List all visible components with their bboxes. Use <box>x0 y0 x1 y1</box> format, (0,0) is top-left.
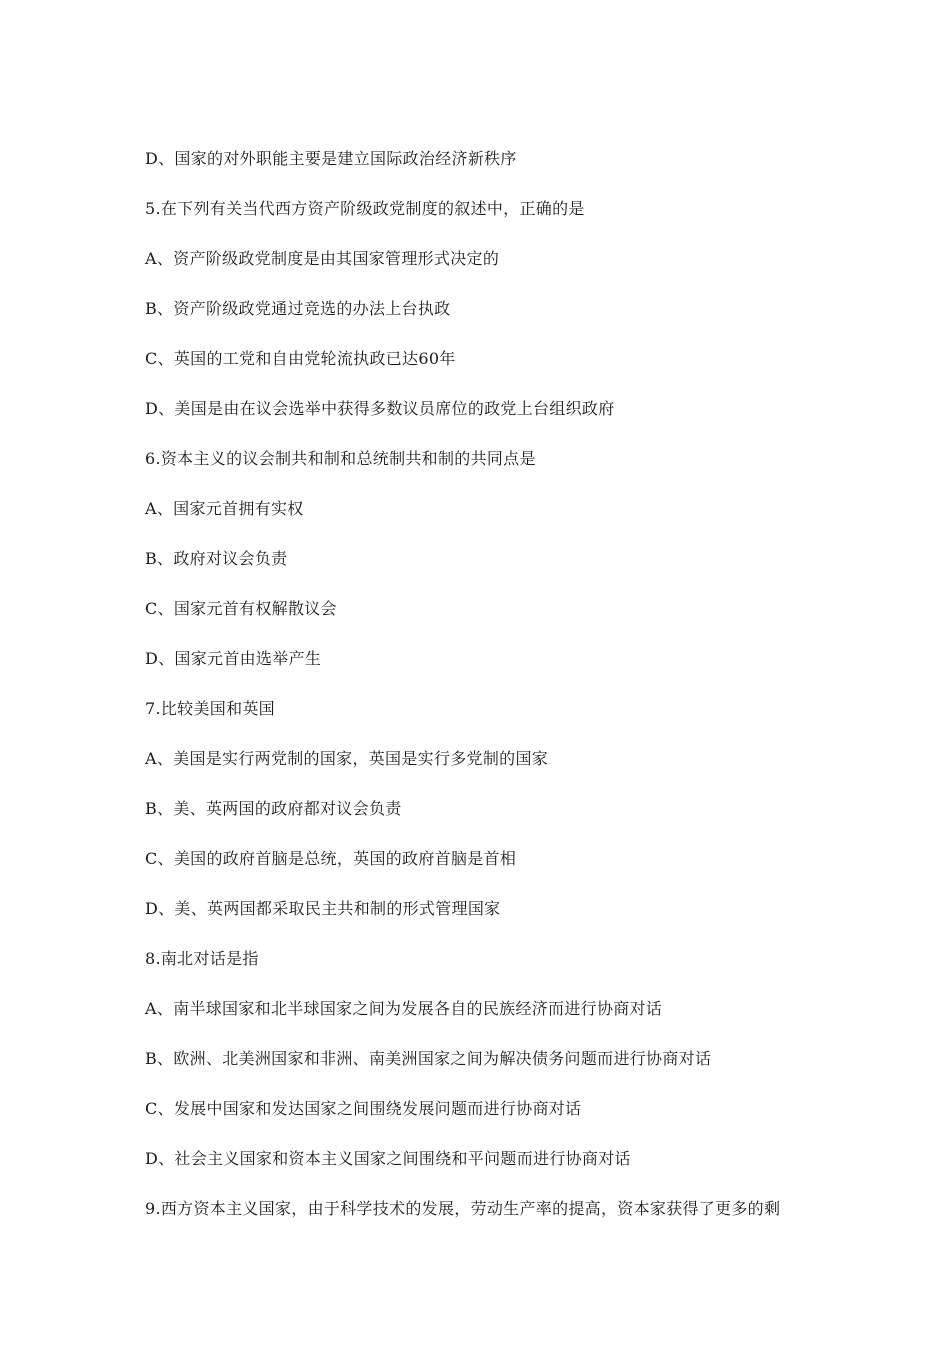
question-line: 6.资本主义的议会制共和制和总统制共和制的共同点是 <box>145 449 536 468</box>
option-line: A、南半球国家和北半球国家之间为发展各自的民族经济而进行协商对话 <box>145 999 663 1018</box>
question-line: 5.在下列有关当代西方资产阶级政党制度的叙述中，正确的是 <box>145 199 585 218</box>
option-line: C、英国的工党和自由党轮流执政已达60年 <box>145 349 456 368</box>
question-line: 8.南北对话是指 <box>145 949 259 968</box>
option-line: D、美国是由在议会选举中获得多数议员席位的政党上台组织政府 <box>145 399 615 418</box>
question-text-block <box>145 148 845 1248</box>
option-line: D、国家的对外职能主要是建立国际政治经济新秩序 <box>145 149 517 168</box>
option-line: B、政府对议会负责 <box>145 549 288 568</box>
question-line: 9.西方资本主义国家，由于科学技术的发展，劳动生产率的提高，资本家获得了更多的剩 <box>145 1199 781 1218</box>
option-line: B、资产阶级政党通过竞选的办法上台执政 <box>145 299 451 318</box>
option-line: B、美、英两国的政府都对议会负责 <box>145 799 402 818</box>
option-line: B、欧洲、北美洲国家和非洲、南美洲国家之间为解决债务问题而进行协商对话 <box>145 1049 712 1068</box>
option-line: A、资产阶级政党制度是由其国家管理形式决定的 <box>145 249 500 268</box>
option-line: A、国家元首拥有实权 <box>145 499 304 518</box>
option-line: A、美国是实行两党制的国家，英国是实行多党制的国家 <box>145 749 549 768</box>
question-line: 7.比较美国和英国 <box>145 699 275 718</box>
option-line: D、社会主义国家和资本主义国家之间围绕和平问题而进行协商对话 <box>145 1149 631 1168</box>
option-line: C、国家元首有权解散议会 <box>145 599 337 618</box>
option-line: D、美、英两国都采取民主共和制的形式管理国家 <box>145 899 501 918</box>
option-line: C、美国的政府首脑是总统，英国的政府首脑是首相 <box>145 849 517 868</box>
option-line: D、国家元首由选举产生 <box>145 649 322 668</box>
option-line: C、发展中国家和发达国家之间围绕发展问题而进行协商对话 <box>145 1099 582 1118</box>
